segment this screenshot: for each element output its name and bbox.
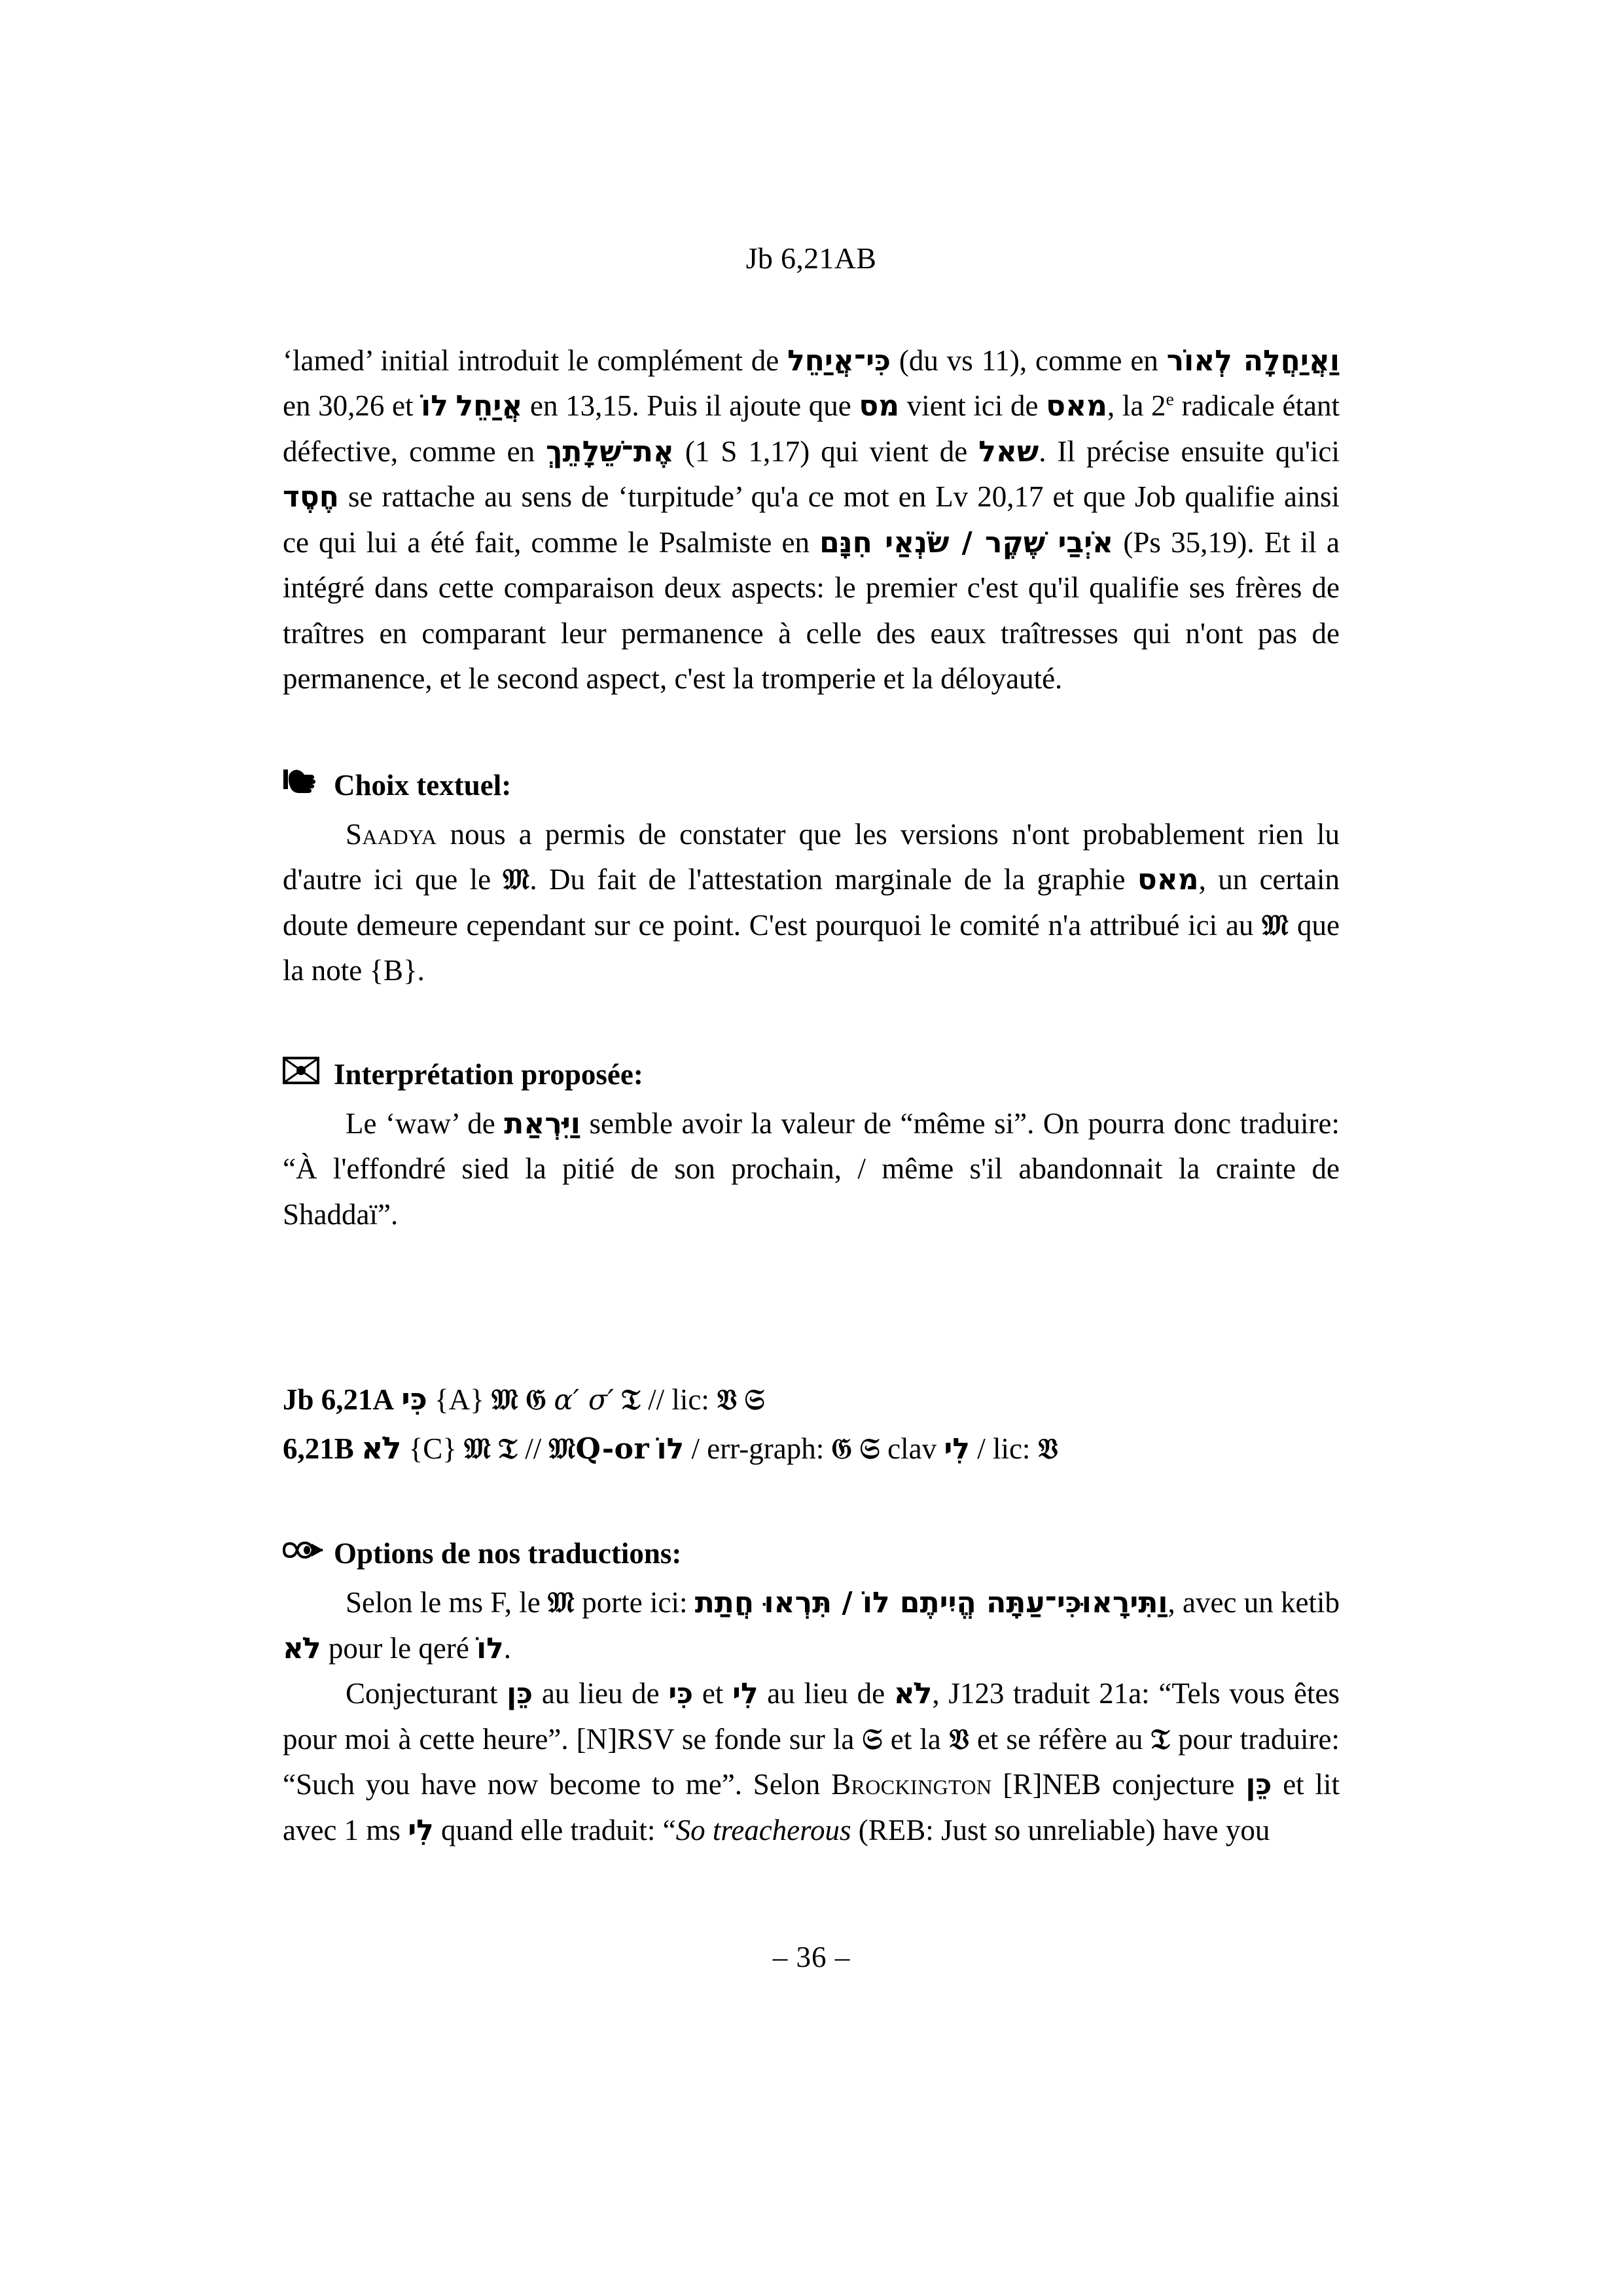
apparatus-lic-label: lic: — [992, 1432, 1031, 1466]
siglum-targum: 𝔗 — [498, 1432, 518, 1466]
text-run — [448, 389, 456, 422]
paragraph-interpretation — [283, 1101, 1340, 1238]
text-run: au lieu de — [533, 1677, 669, 1710]
apparatus-reference: Jb 6,21A — [283, 1383, 395, 1417]
pointing-hand-icon — [283, 765, 334, 795]
siglum-masoretic: 𝔐 — [464, 1432, 491, 1466]
author-name: Saadya — [346, 817, 437, 851]
text-run: et se réfère au — [969, 1722, 1151, 1756]
hebrew-phrase: אֲיַחֵל — [455, 389, 523, 423]
text-run: Selon le ms F, le — [346, 1586, 548, 1619]
text-run: pour traduire: “Such you have now become to me”. Selon — [283, 1722, 1340, 1801]
hebrew-phrase: כִּי־אֲיַחֵל — [787, 344, 891, 378]
text-run: pour le qeré — [321, 1631, 477, 1665]
paragraph-choix-textuel — [283, 812, 1340, 994]
text-run: porte ici: — [574, 1586, 695, 1619]
greek-recensions: α′ σ′ — [554, 1384, 614, 1417]
section-heading-options — [283, 1536, 1340, 1571]
apparatus-line — [283, 1424, 1340, 1473]
hebrew-ketib: לֹא — [283, 1631, 321, 1665]
apparatus-errgraph-label: err-graph: — [707, 1432, 825, 1466]
text-run: , la 2 — [1107, 389, 1166, 423]
text-run: vient ici de — [899, 389, 1046, 423]
text-run: au lieu de — [758, 1677, 894, 1710]
paragraph-opening — [283, 338, 1340, 702]
siglum-septuagint: 𝔊 — [831, 1432, 853, 1466]
hebrew-phrase: וַאֲיַחֲלָה לְאוֹר — [1166, 344, 1340, 378]
text-run: se rattache au sens de ‘turpitude’ qu'a ce mot en Lv 20,17 et que Job qualifie ainsi ce qui lui a été fait, comme le Psalmiste en — [283, 480, 1340, 559]
apparatus-lemma: לֹא — [361, 1430, 402, 1466]
hebrew-variant: לוֹ — [656, 1432, 685, 1466]
section-title: Options de nos traductions: — [334, 1537, 682, 1570]
hebrew-phrase: מאס — [1046, 389, 1107, 423]
hebrew-quotation: כִּי־עַתָּה הֱיִיתֶם לוֹ / תִּרְאוּ חֲתַת — [694, 1586, 1082, 1620]
paragraph-options-1 — [283, 1580, 1340, 1671]
text-run: (Ps 35,19). Et il a intégré dans cette comparaison deux aspects: le premier c'est qu'il qualifie ses frères de traîtres en comparant leur permanence à celle des eaux traîtresses qui n'ont pas de permanence, et le second aspect, c'est la tromperie et la déloyauté. — [283, 525, 1340, 696]
siglum-syriac: 𝔖 — [744, 1383, 765, 1417]
apparatus-grade: {A} — [435, 1383, 484, 1417]
siglum-masoretic: 𝔐 — [491, 1383, 519, 1417]
section-heading-choix-textuel — [283, 765, 1340, 803]
paragraph-options-2 — [283, 1671, 1340, 1853]
apparatus-grade: {C} — [408, 1432, 457, 1466]
hebrew-variant: וַתִּירָאוּ — [1081, 1586, 1168, 1620]
siglum-targum: 𝔗 — [621, 1383, 641, 1417]
hebrew-phrase: חֶסֶד — [283, 480, 340, 514]
siglum-syriac: 𝔖 — [862, 1722, 883, 1756]
hebrew-phrase: לֹא — [893, 1677, 933, 1711]
hebrew-phrase: שאל — [978, 434, 1039, 468]
siglum-masoretic-qere-oriental: 𝔐Q-or — [548, 1432, 650, 1466]
text-run: (du vs 11), comme en — [891, 344, 1167, 377]
text-run: , J123 traduit 21a: “Tels vous êtes pour moi à cette heure”. [N]RSV se fonde sur la — [283, 1677, 1340, 1756]
text-run: . Du fait de l'attestation marginale de la graphie — [529, 863, 1137, 896]
page-number: – 36 – — [772, 1941, 851, 1973]
text-run: , avec un ketib — [1168, 1586, 1340, 1619]
text-run: radicale étant défective, comme en — [283, 389, 1340, 468]
apparatus-separator: / — [691, 1432, 700, 1466]
envelope-icon — [283, 1057, 334, 1084]
hebrew-qere: לוֹ — [476, 1631, 504, 1665]
siglum-vulgate: 𝔙 — [948, 1722, 969, 1756]
critical-apparatus — [283, 1375, 1340, 1473]
apparatus-separator: / — [977, 1432, 986, 1466]
apparatus-separator: // — [648, 1383, 665, 1417]
text-run: Conjecturant — [346, 1677, 507, 1710]
page-content — [283, 0, 1340, 1853]
text-run: que la note {B}. — [283, 908, 1340, 987]
hebrew-phrase: מאס — [1137, 863, 1199, 897]
siglum-masoretic: 𝔐 — [1262, 908, 1289, 942]
apparatus-lic-label: lic: — [671, 1383, 709, 1417]
text-run: et — [693, 1677, 733, 1710]
fleuron-arrow-icon — [283, 1537, 334, 1563]
text-run: [R]NEB conjecture — [991, 1768, 1246, 1801]
text-run: ‘lamed’ initial introduit le complément de — [283, 344, 788, 377]
spacer — [283, 803, 1340, 812]
hebrew-phrase: אֶת־שֵׁלָתֵךְ — [546, 434, 674, 468]
apparatus-line — [283, 1375, 1340, 1424]
text-run: en 30,26 et — [283, 389, 421, 423]
hebrew-phrase: לוֹ — [421, 389, 448, 423]
apparatus-separator: // — [525, 1432, 542, 1466]
hebrew-variant: לִי — [944, 1432, 970, 1466]
section-title: Choix textuel: — [334, 768, 512, 802]
text-run: quand elle traduit: “ — [433, 1813, 676, 1846]
hebrew-phrase: מס — [859, 389, 900, 423]
text-run: Le ‘waw’ de — [346, 1106, 505, 1140]
section-heading-interpretation — [283, 1057, 1340, 1092]
siglum-septuagint: 𝔊 — [526, 1383, 547, 1417]
text-run: nous a permis de constater que les versions n'ont probablement rien lu d'autre ici que le — [283, 817, 1340, 896]
text-run: (1 S 1,17) qui vient de — [673, 434, 979, 468]
text-run: et la — [882, 1722, 949, 1756]
text-run: en 13,15. Puis il ajoute que — [522, 389, 859, 423]
hebrew-phrase: אֹיְבַי שֶׁקֶר / שֹׂנְאַי חִנָּם — [819, 525, 1114, 559]
ordinal-superscript: e — [1166, 389, 1174, 410]
text-run: . Il précise ensuite qu'ici — [1039, 434, 1340, 468]
spacer — [283, 1092, 1340, 1101]
apparatus-reference: 6,21B — [283, 1432, 354, 1466]
section-title: Interprétation proposée: — [334, 1057, 643, 1091]
hebrew-variant: לִי — [408, 1813, 434, 1847]
siglum-vulgate: 𝔙 — [717, 1383, 738, 1417]
hebrew-phrase: כִּי — [668, 1677, 694, 1711]
hebrew-phrase: וַיִּרְאַת — [504, 1106, 580, 1140]
running-head: Jb 6,21AB — [745, 241, 877, 275]
spacer — [283, 1237, 1340, 1375]
spacer — [283, 994, 1340, 1057]
siglum-vulgate: 𝔙 — [1037, 1432, 1058, 1466]
hebrew-conjecture: כֵּן — [1245, 1768, 1272, 1802]
italic-quotation: So treacherous — [675, 1813, 851, 1846]
apparatus-clav-label: clav — [887, 1432, 937, 1466]
text-run: , un certain doute demeure cependant sur ce point. C'est pourquoi le comité n'a attribué ici au — [283, 863, 1340, 942]
text-run: semble avoir la valeur de “même si”. On pourra donc traduire: “À l'effondré sied la pitié de son prochain, / même s'il abandonnait la crainte de Shaddaï”. — [283, 1106, 1340, 1231]
author-name: Brockington — [831, 1768, 992, 1801]
spacer — [283, 702, 1340, 765]
siglum-syriac: 𝔖 — [859, 1432, 880, 1466]
hebrew-conjecture: כֵּן — [507, 1677, 533, 1711]
text-run: . — [503, 1631, 512, 1665]
spacer — [283, 1571, 1340, 1580]
siglum-targum: 𝔗 — [1150, 1722, 1171, 1756]
apparatus-lemma: כִּי — [401, 1381, 427, 1417]
text-run: et lit avec 1 ms — [283, 1768, 1340, 1846]
hebrew-phrase: לִי — [732, 1677, 758, 1711]
siglum-masoretic: 𝔐 — [503, 863, 530, 897]
spacer — [283, 1473, 1340, 1536]
siglum-masoretic: 𝔐 — [548, 1586, 575, 1620]
text-run: (REB: Just so unreliable) have you — [851, 1813, 1270, 1846]
